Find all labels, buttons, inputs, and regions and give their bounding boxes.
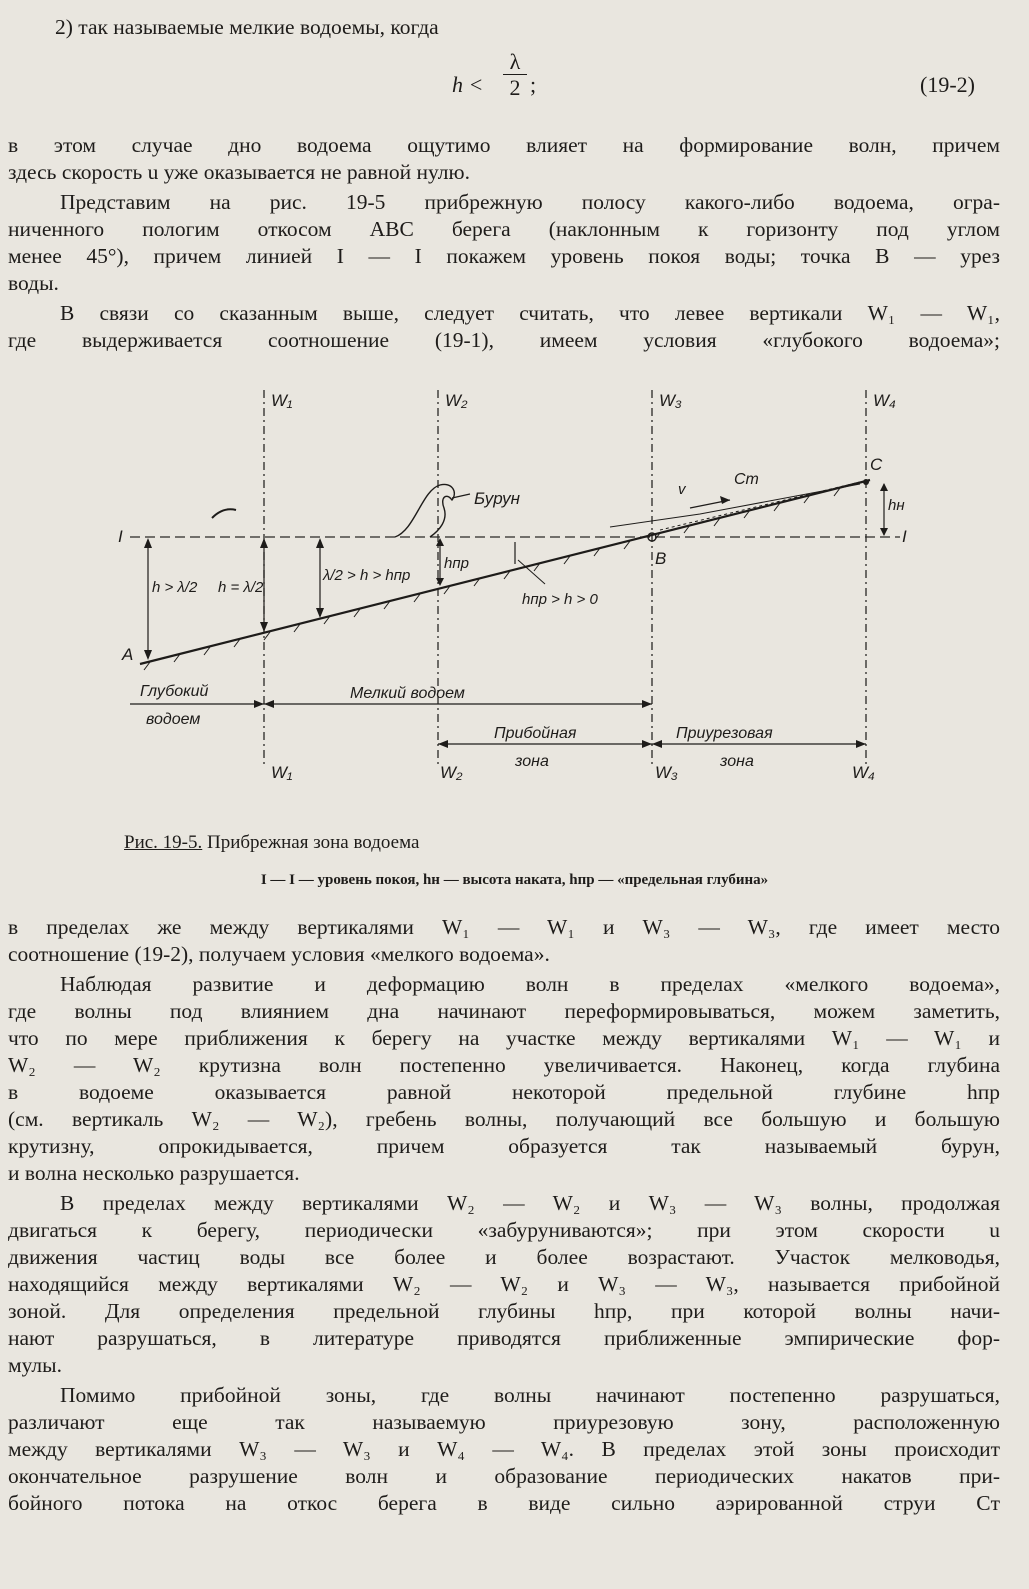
label-w1-bottom: W₁	[271, 763, 293, 782]
text-line: крутизну, опрокидывается, причем образуется так называемый бурун,	[8, 1134, 1000, 1158]
text-line: В пределах между вертикалями W₂ — W₂ и W₃ — W₃ волны, продолжая	[60, 1191, 1000, 1215]
label-hn: hн	[888, 497, 905, 514]
label-v: v	[678, 481, 686, 498]
text-line: 2) так называемые мелкие водоемы, когда	[55, 15, 439, 39]
label-point-a: A	[122, 645, 134, 664]
label-zone-swash-1: Приурезовая	[676, 725, 773, 742]
text-line: соотношение (19-2), получаем условия «мелкого водоема».	[8, 942, 550, 966]
coastal-zone-figure	[0, 380, 1029, 820]
fraction-denominator: 2	[509, 75, 521, 100]
label-w4-top: W₄	[873, 391, 896, 410]
label-depth-1: h > λ/2	[152, 579, 198, 596]
label-w1-top: W₁	[271, 391, 293, 410]
text-block-2	[8, 914, 1000, 1517]
text-block-1	[8, 132, 1000, 354]
text-line: различают еще так называемую приурезовую зону, расположенную	[8, 1410, 1000, 1434]
equation-semicolon: ;	[530, 72, 537, 97]
label-zone-deep-1: Глубокий	[140, 683, 209, 700]
breaker-wave	[395, 484, 454, 537]
text-line: в этом случае дно водоема ощутимо влияет на формирование волн, причем	[8, 133, 1000, 157]
label-depth-2: h = λ/2	[218, 579, 264, 596]
label-point-b: B	[655, 549, 667, 568]
equation-fraction	[503, 50, 527, 101]
text-line: между вертикалями W₃ — W₃ и W₄ — W₄. В пределах этой зоны происходит	[8, 1437, 1000, 1461]
text-line: мулы.	[8, 1353, 62, 1377]
label-depth-4: hпр	[444, 555, 469, 572]
text-line: двигаться к берегу, периодически «забуруниваются»; при этом скорости u	[8, 1218, 1000, 1242]
text-line: и волна несколько разрушается.	[8, 1161, 300, 1185]
label-zone-shallow: Мелкий водоем	[350, 685, 465, 702]
label-ct: Ст	[734, 471, 759, 488]
equation-lhs-text: h <	[452, 72, 484, 97]
text-line: в пределах же между вертикалями W₁ — W₁ и W₃ — W₃, где имеет место	[8, 915, 1000, 939]
text-line: Помимо прибойной зоны, где волны начинают постепенно разрушаться,	[60, 1383, 1000, 1407]
label-w2-top: W₂	[445, 391, 468, 410]
label-w4-bottom: W₄	[852, 763, 875, 782]
text-line: нают разрушаться, в литературе приводятся приближенные эмпирические фор-	[8, 1326, 1000, 1350]
label-depth-5: hпр > h > 0	[522, 591, 598, 608]
label-w3-top: W₃	[659, 391, 682, 410]
text-line: менее 45°), причем линией I — I покажем уровень покоя воды; точка B — урез	[8, 244, 1000, 268]
label-point-c: C	[870, 455, 883, 474]
label-zone-swash-2: зона	[720, 753, 754, 770]
text-line: окончательное разрушение волн и образование периодических накатов при-	[8, 1464, 1000, 1488]
text-line: в водоеме оказывается равной некоторой предельной глубине hпр	[8, 1080, 1000, 1104]
label-level-left: I	[118, 527, 123, 546]
text-line: зоной. Для определения предельной глубины hпр, при которой волны начи-	[8, 1299, 1000, 1323]
label-zone-surf-2: зона	[515, 753, 549, 770]
equation-number: (19-2)	[920, 72, 975, 97]
text-line: что по мере приближения к берегу на участке между вертикалями W₁ — W₁ и	[8, 1026, 1000, 1050]
label-w2-bottom: W₂	[440, 763, 463, 782]
text-line: Наблюдая развитие и деформацию волн в пределах «мелкого водоема»,	[60, 972, 1000, 996]
text-line: Представим на рис. 19-5 прибрежную полосу какого-либо водоема, огра-	[60, 190, 1000, 214]
figure-title: Прибрежная зона водоема	[207, 832, 420, 853]
fraction-numerator: λ	[503, 50, 527, 75]
text-line: (см. вертикаль W₂ — W₂), гребень волны, получающий все большую и большую	[8, 1107, 1000, 1131]
text-line: бойного потока на откос берега в виде сильно аэрированной струи Cт	[8, 1491, 1000, 1515]
label-zone-deep-2: водоем	[146, 711, 201, 728]
label-level-right: I	[902, 527, 907, 546]
text-line: движения частиц воды все более и более возрастают. Участок мелководья,	[8, 1245, 1000, 1269]
figure-legend: I — I — уровень покоя, hн — высота наката, hпр — «предельная глубина»	[260, 872, 769, 888]
text-line: где волны под влиянием дна начинают переформировываться, можем заметить,	[8, 999, 1000, 1023]
equation-lhs	[452, 72, 483, 98]
figure-label: Рис. 19-5.	[124, 832, 203, 853]
label-depth-3: λ/2 > h > hпр	[323, 567, 411, 584]
text-line: здесь скорость u уже оказывается не равной нулю.	[8, 160, 470, 184]
label-w3-bottom: W₃	[655, 763, 678, 782]
text-line: находящийся между вертикалями W₂ — W₂ и W₃ — W₃, называется прибойной	[8, 1272, 1000, 1296]
text-line: воды.	[8, 271, 59, 295]
text-line: W₂ — W₂ крутизна волн постепенно увеличивается. Наконец, когда глубина	[8, 1053, 1000, 1077]
top-text-block	[8, 14, 1000, 41]
label-burun: Бурун	[474, 489, 520, 508]
figure-caption	[124, 832, 419, 854]
text-line: В связи со сказанным выше, следует считать, что левее вертикали W₁ — W₁,	[60, 301, 1000, 325]
text-line: где выдерживается соотношение (19-1), имеем условия «глубокого водоема»;	[8, 328, 1000, 352]
label-zone-surf-1: Прибойная	[494, 725, 577, 742]
text-line: ниченного пологим откосом ABC берега (наклонным к горизонту под углом	[8, 217, 1000, 241]
